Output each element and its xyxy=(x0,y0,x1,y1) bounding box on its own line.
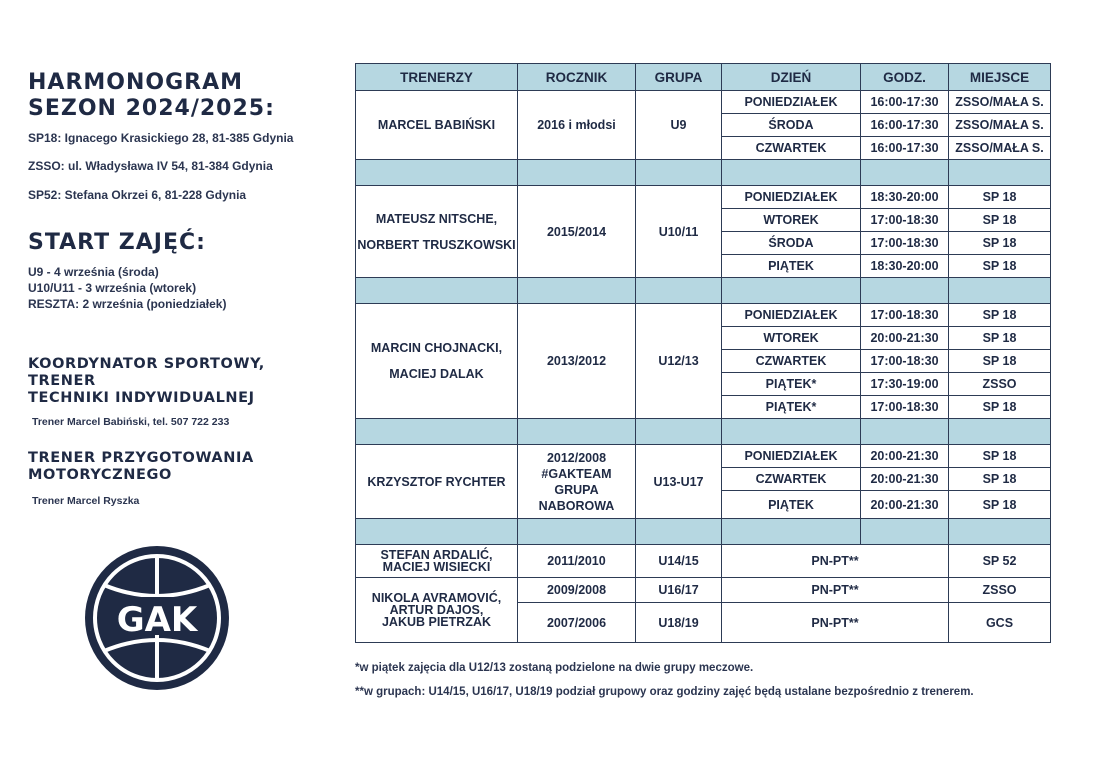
place-cell: SP 18 xyxy=(949,327,1051,350)
time-cell: 16:00-17:30 xyxy=(861,114,949,137)
trainer-name: NIKOLA AVRAMOVIĆ, xyxy=(371,591,502,605)
address-zsso: ZSSO: ul. Władysława IV 54, 81-384 Gdynia xyxy=(28,159,273,173)
start-line-rest: RESZTA: 2 września (poniedziałek) xyxy=(28,297,227,311)
place-cell: SP 18 xyxy=(949,468,1051,491)
place-cell: SP 18 xyxy=(949,186,1051,209)
address-sp18: SP18: Ignacego Krasickiego 28, 81-385 Gdynia xyxy=(28,131,294,145)
time-cell: 17:00-18:30 xyxy=(861,396,949,419)
time-cell: 17:00-18:30 xyxy=(861,209,949,232)
header-time: GODZ. xyxy=(861,64,949,91)
place-cell: GCS xyxy=(949,603,1051,643)
footnote-friday: *w piątek zajęcia dla U12/13 zostaną podzielone na dwie grupy meczowe. xyxy=(355,662,754,674)
trainer-name: ARTUR DAJOS, xyxy=(389,603,484,617)
group-cell: U13-U17 xyxy=(636,445,722,519)
time-cell: 17:00-18:30 xyxy=(861,232,949,255)
group-cell: U10/11 xyxy=(636,186,722,278)
table-row xyxy=(356,578,1051,603)
place-cell: ZSSO/MAŁA S. xyxy=(949,91,1051,114)
place-cell: SP 18 xyxy=(949,304,1051,327)
time-cell: 20:00-21:30 xyxy=(861,491,949,519)
day-cell: PN-PT** xyxy=(722,603,949,643)
spacer-row xyxy=(356,419,1051,445)
place-cell: ZSSO xyxy=(949,373,1051,396)
trainer-cell xyxy=(356,304,518,419)
year-cell: 2009/2008 xyxy=(518,578,636,603)
logo-text: GAK xyxy=(116,600,198,640)
group-cell: U18/19 xyxy=(636,603,722,643)
schedule-table xyxy=(355,63,1051,643)
time-cell: 17:30-19:00 xyxy=(861,373,949,396)
day-cell: PIĄTEK* xyxy=(722,373,861,396)
coordinator-title-3: TECHNIKI INDYWIDUALNEJ xyxy=(28,390,255,406)
time-cell: 16:00-17:30 xyxy=(861,91,949,114)
time-cell: 20:00-21:30 xyxy=(861,445,949,468)
year-cell xyxy=(518,445,636,519)
schedule-title: HARMONOGRAM xyxy=(28,70,244,95)
day-cell: WTOREK xyxy=(722,327,861,350)
place-cell: SP 52 xyxy=(949,545,1051,578)
day-cell: ŚRODA xyxy=(722,232,861,255)
address-sp52: SP52: Stefana Okrzei 6, 81-228 Gdynia xyxy=(28,188,247,202)
trainer-name: MATEUSZ NITSCHE, xyxy=(375,211,498,226)
motor-title-2: MOTORYCZNEGO xyxy=(28,467,172,483)
year-cell: 2011/2010 xyxy=(518,545,636,578)
trainer-name: MARCIN CHOJNACKI, xyxy=(370,341,503,355)
day-cell: PIĄTEK xyxy=(722,491,861,519)
spacer-row xyxy=(356,278,1051,304)
start-title: START ZAJĘĆ: xyxy=(28,230,206,255)
trainer-cell xyxy=(356,578,518,643)
group-cell: U14/15 xyxy=(636,545,722,578)
group-cell: U12/13 xyxy=(636,304,722,419)
group-cell: U16/17 xyxy=(636,578,722,603)
place-cell: SP 18 xyxy=(949,445,1051,468)
coordinator-title-2: TRENER xyxy=(28,373,96,389)
year-line: 2012/2008 xyxy=(546,450,607,465)
table-row xyxy=(356,186,1051,209)
header-place: MIEJSCE xyxy=(949,64,1051,91)
day-cell: PONIEDZIAŁEK xyxy=(722,186,861,209)
header-trainers: TRENERZY xyxy=(356,64,518,91)
day-cell: PONIEDZIAŁEK xyxy=(722,91,861,114)
group-cell: U9 xyxy=(636,91,722,160)
place-cell: SP 18 xyxy=(949,350,1051,373)
day-cell: PONIEDZIAŁEK xyxy=(722,304,861,327)
place-cell: SP 18 xyxy=(949,255,1051,278)
place-cell: SP 18 xyxy=(949,396,1051,419)
day-cell: CZWARTEK xyxy=(722,137,861,160)
day-cell: PIĄTEK xyxy=(722,255,861,278)
year-cell: 2013/2012 xyxy=(518,304,636,419)
start-line-u9: U9 - 4 września (środa) xyxy=(28,265,159,279)
time-cell: 17:00-18:30 xyxy=(861,304,949,327)
day-cell: PIĄTEK* xyxy=(722,396,861,419)
trainer-name: JAKUB PIETRZAK xyxy=(381,615,492,629)
trainer-cell: MARCEL BABIŃSKI xyxy=(356,91,518,160)
place-cell: ZSSO/MAŁA S. xyxy=(949,114,1051,137)
place-cell: ZSSO xyxy=(949,578,1051,603)
day-cell: PN-PT** xyxy=(722,545,949,578)
time-cell: 16:00-17:30 xyxy=(861,137,949,160)
coordinator-note: Trener Marcel Babiński, tel. 507 722 233 xyxy=(32,416,230,428)
year-line: NABOROWA xyxy=(538,498,615,513)
header-day: DZIEŃ xyxy=(722,64,861,91)
day-cell: PONIEDZIAŁEK xyxy=(722,445,861,468)
table-header-row xyxy=(356,64,1051,91)
day-cell: CZWARTEK xyxy=(722,350,861,373)
gak-basketball-logo xyxy=(84,545,230,691)
season-title: SEZON 2024/2025: xyxy=(28,96,275,121)
day-cell: CZWARTEK xyxy=(722,468,861,491)
spacer-row xyxy=(356,160,1051,186)
footnote-groups: **w grupach: U14/15, U16/17, U18/19 podział grupowy oraz godziny zajęć będą ustalane bezpośrednio z trenerem. xyxy=(355,686,974,698)
day-cell: ŚRODA xyxy=(722,114,861,137)
day-cell: PN-PT** xyxy=(722,578,949,603)
time-cell: 18:30-20:00 xyxy=(861,255,949,278)
place-cell: SP 18 xyxy=(949,491,1051,519)
time-cell: 20:00-21:30 xyxy=(861,468,949,491)
trainer-name: STEFAN ARDALIĆ, xyxy=(380,548,493,562)
time-cell: 20:00-21:30 xyxy=(861,327,949,350)
place-cell: SP 18 xyxy=(949,232,1051,255)
trainer-name: NORBERT TRUSZKOWSKI xyxy=(357,237,516,252)
table-row xyxy=(356,304,1051,327)
trainer-name: MACIEJ WISIECKI xyxy=(382,560,491,574)
year-cell: 2007/2006 xyxy=(518,603,636,643)
trainer-cell xyxy=(356,545,518,578)
time-cell: 18:30-20:00 xyxy=(861,186,949,209)
trainer-cell xyxy=(356,186,518,278)
place-cell: ZSSO/MAŁA S. xyxy=(949,137,1051,160)
time-cell: 17:00-18:30 xyxy=(861,350,949,373)
year-line: GRUPA xyxy=(554,482,599,497)
coordinator-title-1: KOORDYNATOR SPORTOWY, xyxy=(28,356,265,372)
spacer-row xyxy=(356,519,1051,545)
header-group: GRUPA xyxy=(636,64,722,91)
day-cell: WTOREK xyxy=(722,209,861,232)
trainer-cell: KRZYSZTOF RYCHTER xyxy=(356,445,518,519)
year-cell: 2016 i młodsi xyxy=(518,91,636,160)
motor-title-1: TRENER PRZYGOTOWANIA xyxy=(28,450,254,466)
table-row xyxy=(356,91,1051,114)
trainer-name: MACIEJ DALAK xyxy=(389,367,484,381)
year-cell: 2015/2014 xyxy=(518,186,636,278)
header-year: ROCZNIK xyxy=(518,64,636,91)
place-cell: SP 18 xyxy=(949,209,1051,232)
table-row xyxy=(356,445,1051,468)
motor-note: Trener Marcel Ryszka xyxy=(32,495,140,507)
table-row xyxy=(356,545,1051,578)
start-line-u10: U10/U11 - 3 września (wtorek) xyxy=(28,281,197,295)
year-line: #GAKTEAM xyxy=(541,466,612,481)
